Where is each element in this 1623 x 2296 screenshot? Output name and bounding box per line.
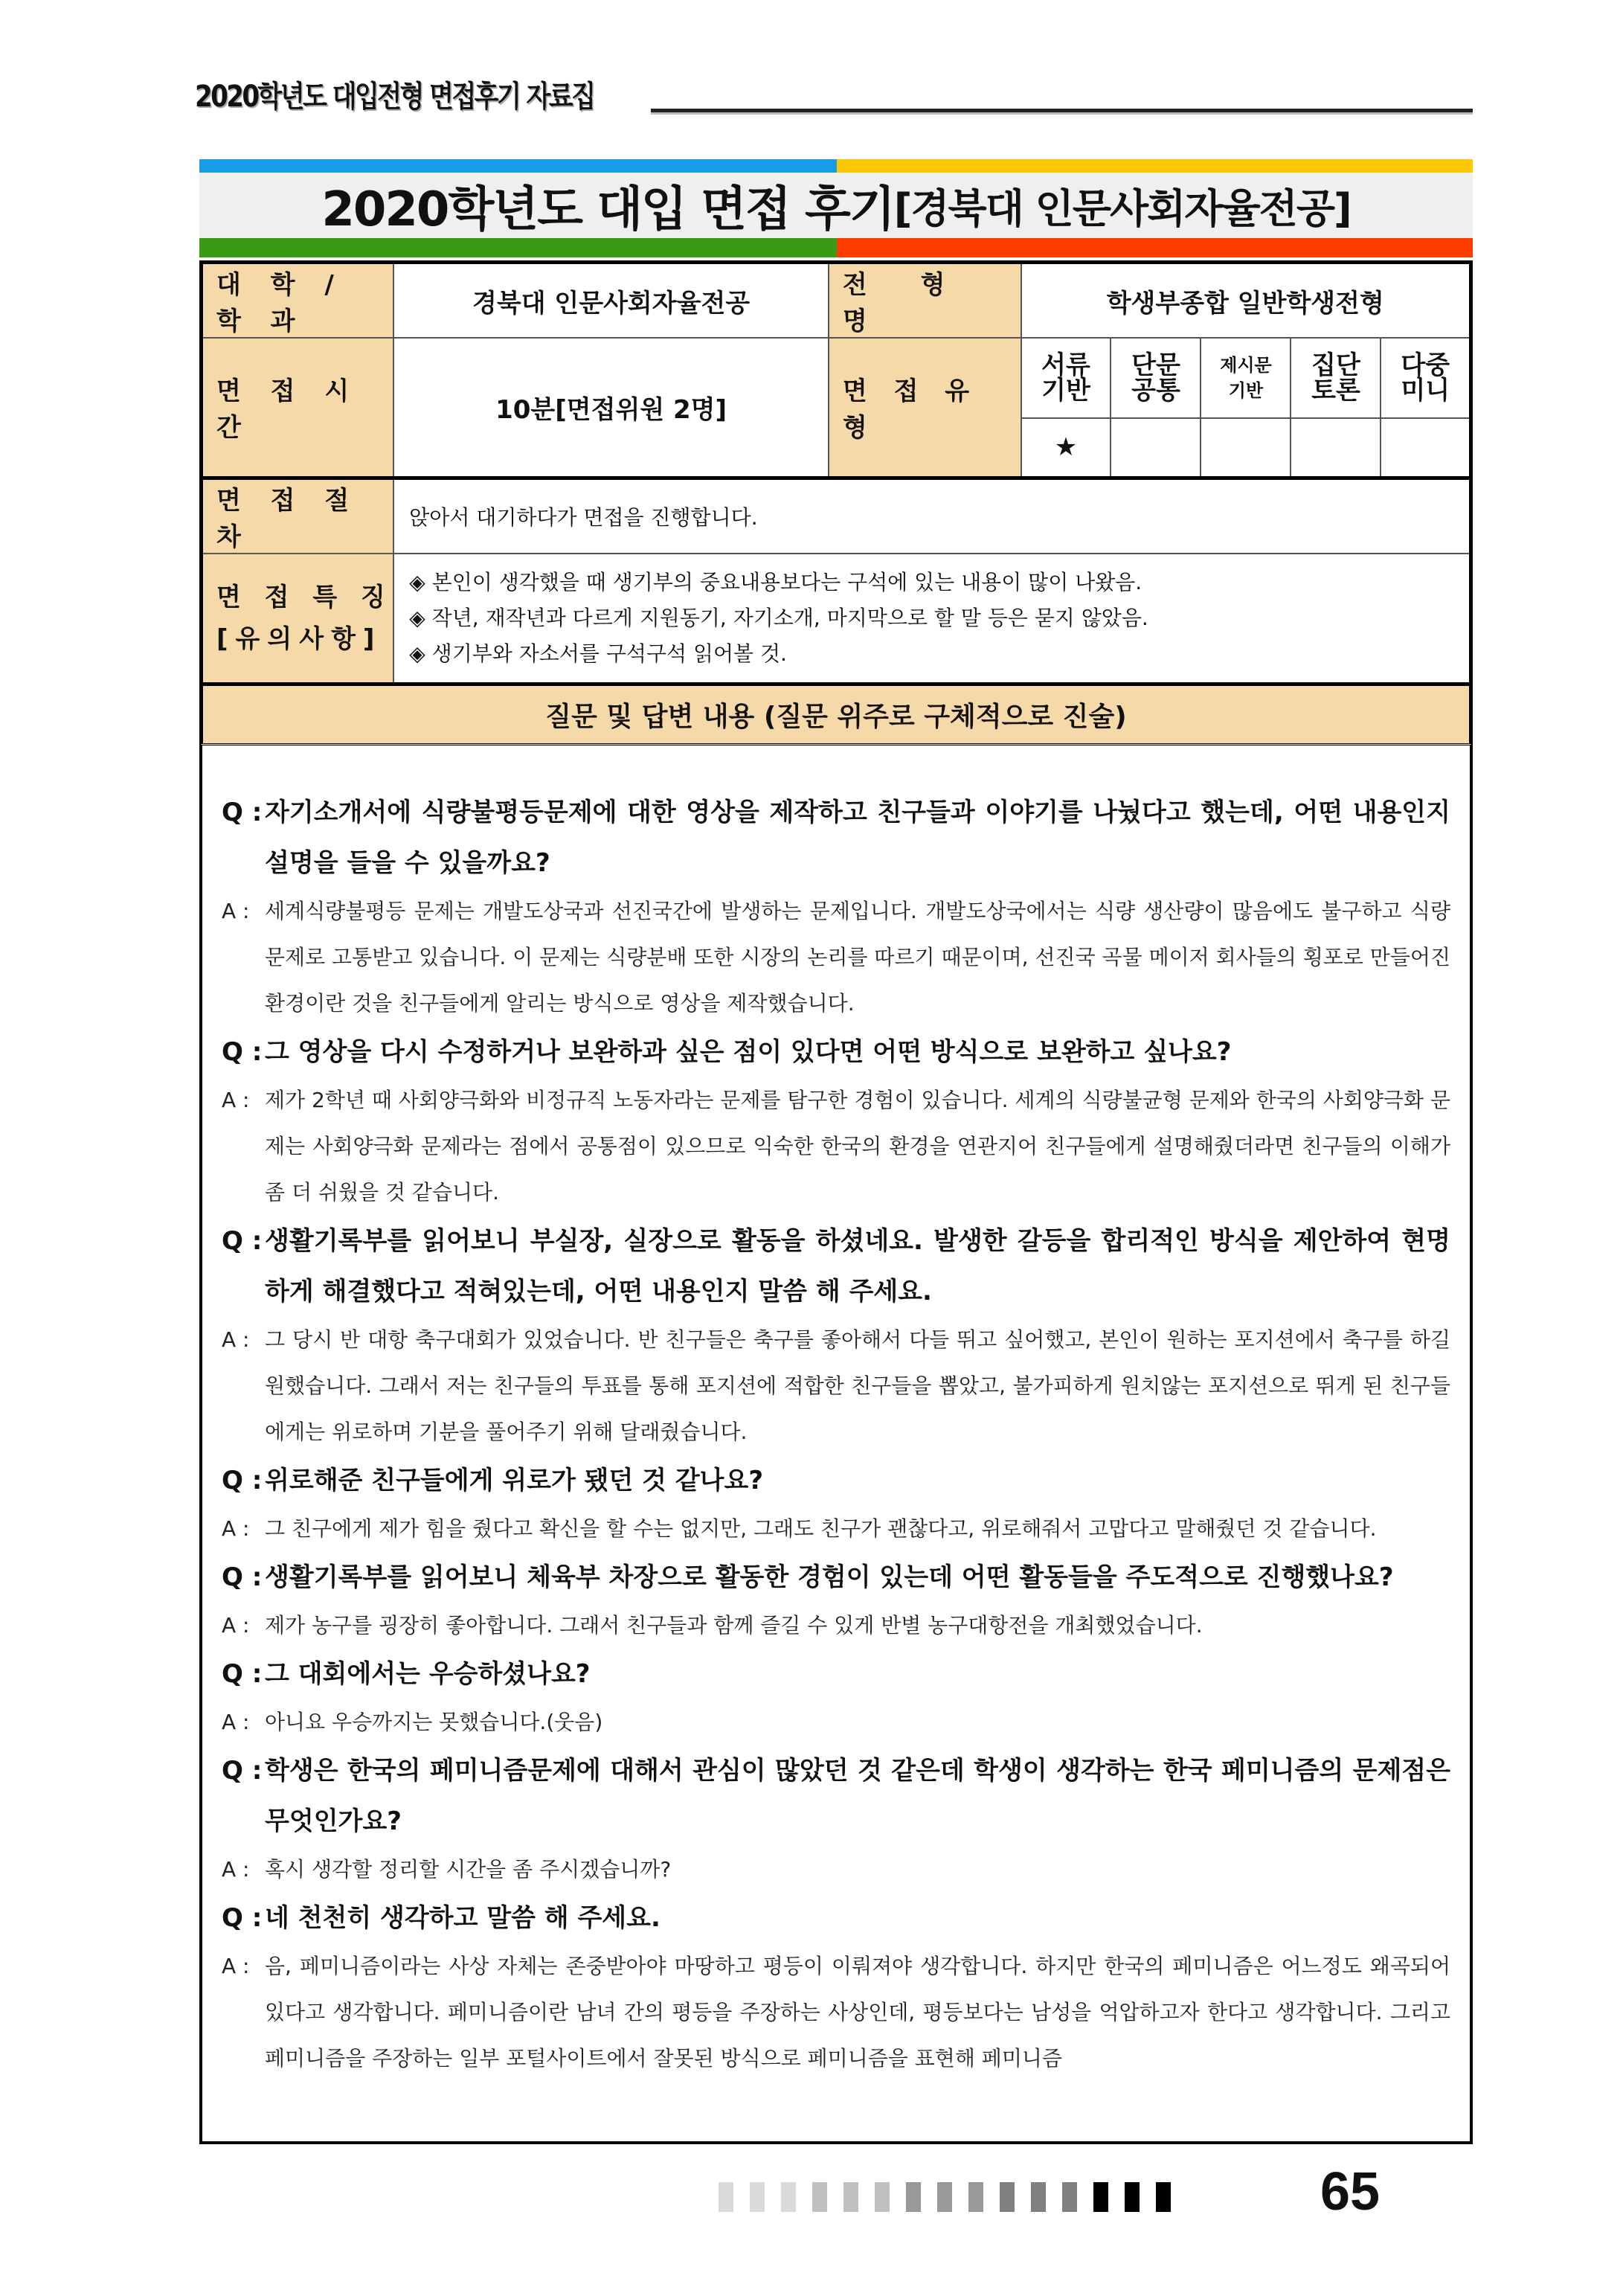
question [222, 1027, 1450, 1077]
title-main: 2020학년도 대입 면접 후기 [321, 182, 894, 237]
features-label [202, 554, 394, 684]
qa-prefix: A : [222, 1857, 250, 1882]
page-title [199, 173, 1473, 238]
footer-bar [937, 2182, 952, 2212]
qa-prefix: A : [222, 1088, 250, 1112]
question [222, 1745, 1450, 1847]
footer-bar [843, 2182, 858, 2212]
format-mark [1291, 418, 1381, 478]
page-number: 65 [1320, 2162, 1381, 2222]
section-title: 질문 및 답변 내용 (질문 위주로 구체적으로 진술) [199, 686, 1473, 745]
feature-item: ◈ 본인이 생각했을 때 생기부의 중요내용보다는 구석에 있는 내용이 많이 나왔음. [409, 569, 1142, 594]
qa-prefix: A : [222, 899, 250, 923]
question [222, 787, 1450, 888]
type-label: 전 형 명 [829, 263, 1021, 339]
feature-item: ◈ 작년, 재작년과 다르게 지원동기, 자기소개, 마지막으로 할 말 등은 묻지 않았음. [409, 605, 1148, 630]
qa-text: 제가 2학년 때 사회양극화와 비정규직 노동자라는 문제를 탐구한 경험이 있습니다. 세계의 식량불균형 문제와 한국의 사회양극화 문제는 사회양극화 문제라는 점에서 공통점이 있으므로 익숙한 한국의 환경을 연관지어 친구들에게 설명해줬더라면 친구들의 이해가 좀 더 쉬웠을 것 같습니다. [265, 1088, 1450, 1205]
time-value: 10분[면접위원 2명] [393, 338, 829, 478]
qa-prefix: Q : [222, 1562, 263, 1592]
band-yellow [837, 159, 1473, 173]
format-mark [1381, 418, 1471, 478]
footer-bar [781, 2182, 796, 2212]
format-type: 다중 미니 [1381, 338, 1471, 418]
qa-prefix: Q : [222, 1466, 263, 1495]
running-header: 2020학년도 대입전형 면접후기 자료집 [195, 80, 594, 114]
format-type: 단문 공통 [1111, 338, 1201, 418]
qa-prefix: Q : [222, 1659, 263, 1689]
process-value: 앉아서 대기하다가 면접을 진행합니다. [393, 478, 1471, 554]
format-type: 서류 기반 [1021, 338, 1111, 418]
qa-text: 위로해준 친구들에게 위로가 됐던 것 같나요? [265, 1466, 764, 1495]
footer-bar [968, 2182, 983, 2212]
qa-text: 생활기록부를 읽어보니 체육부 차장으로 활동한 경험이 있는데 어떤 활동들을 주도적으로 진행했나요? [265, 1562, 1394, 1592]
qa-text: 네 천천히 생각하고 말씀 해 주세요. [265, 1903, 661, 1933]
footer-bar [812, 2182, 827, 2212]
answer [222, 1317, 1450, 1455]
type-value: 학생부종합 일반학생전형 [1021, 263, 1471, 339]
qa-text: 그 영상을 다시 수정하거나 보완하과 싶은 점이 있다면 어떤 방식으로 보완하고 싶나요? [265, 1037, 1232, 1067]
footer-bar [750, 2182, 765, 2212]
footer-bar [719, 2182, 733, 2212]
qa-text: 제가 농구를 굉장히 좋아합니다. 그래서 친구들과 함께 즐길 수 있게 반별 농구대항전을 개최했었습니다. [265, 1613, 1203, 1638]
qa-content [199, 745, 1473, 2144]
answer [222, 888, 1450, 1027]
qa-text: 그 대회에서는 우승하셨나요? [265, 1659, 591, 1689]
document-body [199, 260, 1473, 2144]
qa-prefix: A : [222, 1327, 250, 1352]
qa-text: 그 친구에게 제가 힘을 줬다고 확신을 할 수는 없지만, 그래도 친구가 괜찮다고, 위로해줘서 고맙다고 말해줬던 것 같습니다. [265, 1516, 1377, 1541]
features-label-2: [유의사항] [216, 623, 382, 654]
question [222, 1552, 1450, 1603]
univ-label: 대 학 / 학 과 [202, 263, 394, 339]
qa-text: 혹시 생각할 정리할 시간을 좀 주시겠습니까? [265, 1857, 672, 1882]
header-rule [651, 109, 1473, 112]
process-label: 면 접 절 차 [202, 478, 394, 554]
format-mark: ★ [1021, 418, 1111, 478]
qa-prefix: A : [222, 1516, 250, 1541]
format-mark [1201, 418, 1291, 478]
format-type: 제시문 기반 [1201, 338, 1291, 418]
feature-item: ◈ 생기부와 자소서를 구석구석 읽어볼 것. [409, 641, 787, 666]
footer-bar [875, 2182, 890, 2212]
footer-bar [1000, 2182, 1015, 2212]
footer-bar [1093, 2182, 1108, 2212]
band-green [199, 238, 837, 257]
format-label: 면 접 유 형 [829, 338, 1021, 478]
qa-text: 음, 페미니즘이라는 사상 자체는 존중받아야 마땅하고 평등이 이뤄져야 생각합니다. 하지만 한국의 페미니즘은 어느정도 왜곡되어 있다고 생각합니다. 페미니즘이란 남녀 간의 평등을 주장하는 사상인데, 평등보다는 남성을 억압하고자 한다고 생각합니다. 그리고 페미니즘을 주장하는 일부 포털사이트에서 잘못된 방식으로 페미니즘을 표현해 페미니즘 [265, 1954, 1450, 2071]
qa-text: 학생은 한국의 페미니즘문제에 대해서 관심이 많았던 것 같은데 학생이 생각하는 한국 페미니즘의 문제점은 무엇인가요? [265, 1756, 1450, 1836]
qa-prefix: A : [222, 1710, 250, 1734]
info-table [199, 260, 1473, 686]
qa-prefix: A : [222, 1954, 250, 1978]
qa-prefix: Q : [222, 1037, 263, 1067]
question [222, 1455, 1450, 1506]
answer [222, 1943, 1450, 2082]
answer [222, 1506, 1450, 1552]
footer-bar [1156, 2182, 1171, 2212]
question [222, 1216, 1450, 1317]
qa-text: 세계식량불평등 문제는 개발도상국과 선진국간에 발생하는 문제입니다. 개발도상국에서는 식량 생산량이 많음에도 불구하고 식량문제로 고통받고 있습니다. 이 문제는 식량분배 또한 시장의 논리를 따르기 때문이며, 선진국 곡물 메이저 회사들의 횡포로 만들어진 환경이란 것을 친구들에게 알리는 방식으로 영상을 제작했습니다. [265, 899, 1450, 1016]
answer [222, 1847, 1450, 1893]
univ-value: 경북대 인문사회자율전공 [393, 263, 829, 339]
footer-bar [1125, 2182, 1140, 2212]
question [222, 1893, 1450, 1943]
qa-text: 아니요 우승까지는 못했습니다.(웃음) [265, 1710, 603, 1734]
qa-text: 그 당시 반 대항 축구대회가 있었습니다. 반 친구들은 축구를 좋아해서 다들 뛰고 싶어했고, 본인이 원하는 포지션에서 축구를 하길 원했습니다. 그래서 저는 친구들의 투표를 통해 포지션에 적합한 친구들을 뽑았고, 불가피하게 원치않는 포지션으로 뛰게 된 친구들에게는 위로하며 기분을 풀어주기 위해 달래줬습니다. [265, 1327, 1450, 1444]
title-sub: [경북대 인문사회자율전공] [893, 185, 1351, 232]
format-mark [1111, 418, 1201, 478]
qa-prefix: Q : [222, 798, 263, 827]
footer-bar [1031, 2182, 1046, 2212]
features-list [393, 554, 1471, 684]
qa-prefix: Q : [222, 1226, 263, 1256]
format-type: 집단 토론 [1291, 338, 1381, 418]
footer-bar [906, 2182, 921, 2212]
qa-prefix: Q : [222, 1903, 263, 1933]
band-red [837, 238, 1473, 257]
answer [222, 1077, 1450, 1216]
features-label-1: 면 접 특 징 [216, 582, 393, 612]
footer-bar [1062, 2182, 1077, 2212]
answer [222, 1699, 1450, 1745]
qa-text: 생활기록부를 읽어보니 부실장, 실장으로 활동을 하셨네요. 발생한 갈등을 합리적인 방식을 제안하여 현명하게 해결했다고 적혀있는데, 어떤 내용인지 말씀 해 주세요. [265, 1226, 1450, 1306]
answer [222, 1603, 1450, 1649]
page-footer-bars [719, 2182, 1171, 2212]
qa-prefix: A : [222, 1613, 250, 1638]
qa-prefix: Q : [222, 1756, 263, 1786]
qa-text: 자기소개서에 식량불평등문제에 대한 영상을 제작하고 친구들과 이야기를 나눴다고 했는데, 어떤 내용인지 설명을 들을 수 있을까요? [265, 798, 1450, 878]
question [222, 1649, 1450, 1699]
time-label: 면 접 시 간 [202, 338, 394, 478]
